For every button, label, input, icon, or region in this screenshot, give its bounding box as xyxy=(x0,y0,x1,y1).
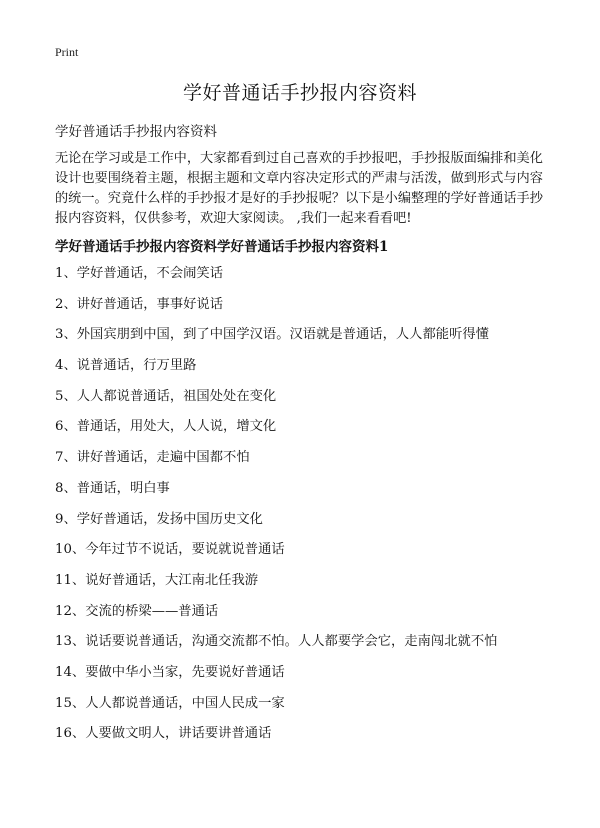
slogan-list xyxy=(55,264,575,755)
list-item: 2、讲好普通话，事事好说话 xyxy=(55,296,224,312)
list-item: 5、人人都说普通话，祖国处处在变化 xyxy=(55,388,277,404)
list-item: 4、说普通话，行万里路 xyxy=(55,358,197,374)
list-item: 7、讲好普通话，走遍中国都不怕 xyxy=(55,450,250,466)
intro-paragraph: 无论在学习或是工作中，大家都看到过自己喜欢的手抄报吧，手抄报版面编排和美化设计也要围绕着主题，根据主题和文章内容决定形式的严肃与活泼，做到形式与内容的统一。究竟什么样的手抄报才是好的手抄报呢？以下是小编整理的学好普通话手抄报内容资料，仅供参考，欢迎大家阅读。 ,我们一起来看看吧! xyxy=(55,151,543,226)
print-label: Print xyxy=(55,45,79,59)
list-item: 14、要做中华小当家，先要说好普通话 xyxy=(55,664,285,680)
list-item: 6、普通话，用处大，人人说，增文化 xyxy=(55,419,277,435)
list-item: 13、说话要说普通话，沟通交流都不怕。人人都要学会它，走南闯北就不怕 xyxy=(55,634,498,650)
list-item: 8、普通话，明白事 xyxy=(55,480,170,496)
list-item: 10、今年过节不说话，要说就说普通话 xyxy=(55,542,285,558)
document-subtitle: 学好普通话手抄报内容资料 xyxy=(55,124,217,140)
list-item: 12、交流的桥梁——普通话 xyxy=(55,603,219,619)
list-item: 1、学好普通话，不会闹笑话 xyxy=(55,266,224,281)
page-title: 学好普通话手抄报内容资料 xyxy=(182,82,417,104)
list-item: 16、人要做文明人，讲话要讲普通话 xyxy=(55,726,272,742)
list-item: 15、人人都说普通话，中国人民成一家 xyxy=(55,695,285,711)
list-item: 3、外国宾朋到中国，到了中国学汉语。汉语就是普通话，人人都能听得懂 xyxy=(55,327,489,343)
list-item: 11、说好普通话，大江南北任我游 xyxy=(55,572,259,588)
list-item: 9、学好普通话，发扬中国历史文化 xyxy=(55,511,263,527)
section-heading: 学好普通话手抄报内容资料学好普通话手抄报内容资料1 xyxy=(55,239,389,255)
